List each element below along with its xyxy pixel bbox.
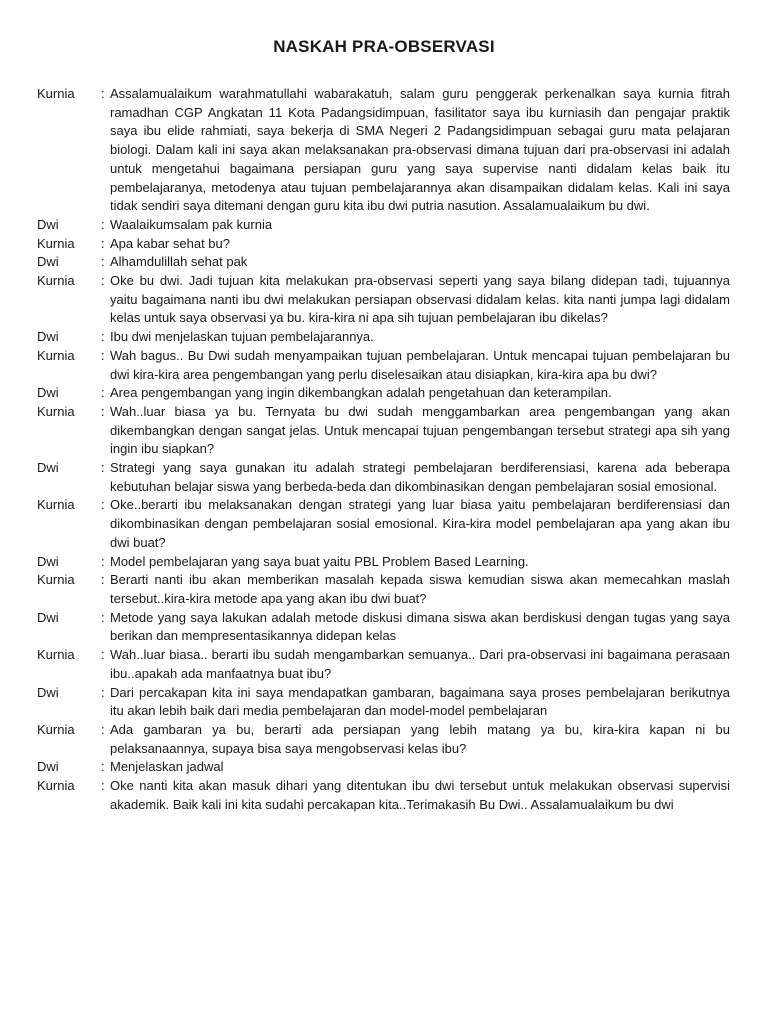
dialogue-line [37,347,730,384]
utterance-text: Area pengembangan yang ingin dikembangkan adalah pengetahuan dan keterampilan. [110,385,612,401]
dialogue-line [37,777,730,814]
speaker-separator: : [101,553,105,569]
speaker-name: Kurnia [37,572,75,588]
utterance-text: Apa kabar sehat bu? [110,235,230,251]
speaker-separator: : [101,86,105,101]
utterance-text: Dari percakapan kita ini saya mendapatkan gambaran, bagaimana saya proses pembelajaran berikutnya itu akan lebih baik dari media pembelajaran dan model-model pembelajaran [110,684,730,719]
dialogue-line [37,328,730,347]
dialogue-line [37,571,730,608]
speaker-name: Dwi [37,460,59,476]
speaker-name: Kurnia [37,497,75,513]
speaker-name: Kurnia [37,347,75,363]
dialogue-line [37,496,730,552]
dialogue-line [37,609,730,646]
utterance-text: Model pembelajaran yang saya buat yaitu PBL Problem Based Learning. [110,553,529,569]
speaker-name: Kurnia [37,778,75,794]
speaker-name: Dwi [37,216,59,232]
dialogue-line [37,721,730,758]
utterance-text: Wah bagus.. Bu Dwi sudah menyampaikan tujuan pembelajaran. Untuk mencapai tujuan pembelajaran bu dwi kira-kira area pengembangan yang perlu diselesaikan atau disiapkan, kira-kira apa bu dwi? [110,347,730,382]
speaker-name: Kurnia [37,235,75,251]
dialogue-line [37,684,730,721]
speaker-name: Kurnia [37,273,75,289]
utterance-text: Menjelaskan jadwal [110,759,224,775]
speaker-separator: : [101,778,105,794]
dialogue-line [37,384,730,403]
speaker-separator: : [101,684,105,700]
dialogue-line [37,646,730,683]
dialogue-line [37,459,730,496]
speaker-separator: : [101,254,105,270]
dialogue-line [37,553,730,572]
utterance-text: Wah..luar biasa ya bu. Ternyata bu dwi sudah menggambarkan area pengembangan yang akan dikembangkan dengan sangat jelas. Untuk mencapai tujuan pengembangan tersebut strategi apa sih yang ingin ibu siapkan? [110,403,730,457]
utterance-text: Metode yang saya lakukan adalah metode diskusi dimana siswa akan berdiskusi dengan tugas yang saya berikan dan mempresentasikannya didepan kelas [110,609,730,644]
speaker-name: Dwi [37,254,59,270]
speaker-name: Dwi [37,684,59,700]
speaker-separator: : [101,572,105,588]
speaker-name: Dwi [37,759,59,775]
utterance-text: Waalaikumsalam pak kurnia [110,216,273,232]
speaker-name: Kurnia [37,721,75,737]
utterance-text: Ibu dwi menjelaskan tujuan pembelajarannya. [110,329,374,345]
speaker-name: Dwi [37,609,59,625]
dialogue-line [37,272,730,328]
dialogue-line [37,758,730,777]
speaker-separator: : [101,216,105,232]
dialogue-list [37,85,730,814]
speaker-name: Kurnia [37,86,75,101]
utterance-text: Oke nanti kita akan masuk dihari yang ditentukan ibu dwi tersebut untuk melakukan observasi supervisi akademik. Baik kali ini kita sudahi percakapan kita..Terimakasih Bu Dwi.. Assalamualaikum bu dwi [110,778,730,812]
utterance-text: Oke bu dwi. Jadi tujuan kita melakukan pra-observasi seperti yang saya bilang didepan tadi, tujuannya yaitu bagaimana nanti ibu dwi melakukan persiapan observasi didalam kelas. kita nanti jumpa lagi didalam kelas untuk saya observasi ya bu. kira-kira ni apa sih tujuan pembelajaran ibu dikelas? [110,273,730,326]
speaker-name: Kurnia [37,403,75,419]
speaker-separator: : [101,235,105,251]
speaker-separator: : [101,759,105,775]
utterance-text: Strategi yang saya gunakan itu adalah strategi pembelajaran berdiferensiasi, karena ada beberapa kebutuhan belajar siswa yang berbeda-beda dan dikombinasikan dengan pembelajaran sosial emosional. [110,460,730,494]
dialogue-line [37,403,730,459]
speaker-separator: : [101,347,105,363]
speaker-separator: : [101,647,105,663]
speaker-separator: : [101,497,105,513]
speaker-name: Kurnia [37,647,75,663]
utterance-text: Wah..luar biasa.. berarti ibu sudah mengambarkan semuanya.. Dari pra-observasi ini bagaimana perasaan ibu..apakah ada manfaatnya buat ibu? [110,647,730,681]
dialogue-line [37,253,730,272]
utterance-text: Oke..berarti ibu melaksanakan dengan strategi yang luar biasa yaitu pembelajaran berdiferensiasi dan dikombinasikan dengan pembelajaran sosial emosional. Kira-kira model pembelajaran apa yang akan ibu dwi buat? [110,497,730,550]
speaker-name: Dwi [37,553,59,569]
utterance-text: Ada gambaran ya bu, berarti ada persiapan yang lebih matang ya bu, kira-kira kapan ni bu pelaksanaannya, supaya bisa saya mengobservasi kelas ibu? [110,721,730,756]
speaker-separator: : [101,460,105,476]
utterance-text: Berarti nanti ibu akan memberikan masalah kepada siswa kemudian siswa akan memecahkan maslah tersebut..kira-kira metode apa yang akan ibu dwi buat? [110,572,730,606]
dialogue-line [37,216,730,235]
speaker-separator: : [101,403,105,419]
dialogue-line [37,85,730,216]
speaker-separator: : [101,721,105,737]
speaker-name: Dwi [37,329,59,345]
speaker-separator: : [101,385,105,401]
utterance-text: Assalamualaikum warahmatullahi wabarakatuh, salam guru penggerak perkenalkan saya kurnia fitrah ramadhan CGP Angkatan 11 Kota Padangsidimpuan, fasilitator saya ibu kurniasih dan pengajar praktik saya ibu elide rahmiati, saya bekerja di SMA Negeri 2 Padangsidimpuan sebagai guru mata pelajaran biologi. Dalam kali ini saya akan melaksanakan pra-observasi dimana tujuan dari pra-observasi ini adalah untuk mengetahui bagaimana persiapan guru yang saya supervise nanti didalam kelas baik itu pembelajaranya, metodenya atau tujuan pembelajarannya akan disampaikan didalam kelas. Kali ini saya tidak sendiri saya ditemani dengan guru kita ibu dwi putria nasution. Assalamualaikum bu dwi. [110,86,730,214]
speaker-name: Dwi [37,385,59,401]
speaker-separator: : [101,609,105,625]
utterance-text: Alhamdulillah sehat pak [110,254,248,270]
dialogue-line [37,235,730,254]
document-title: NASKAH PRA-OBSERVASI [273,37,495,56]
speaker-separator: : [101,329,105,345]
speaker-separator: : [101,273,105,289]
